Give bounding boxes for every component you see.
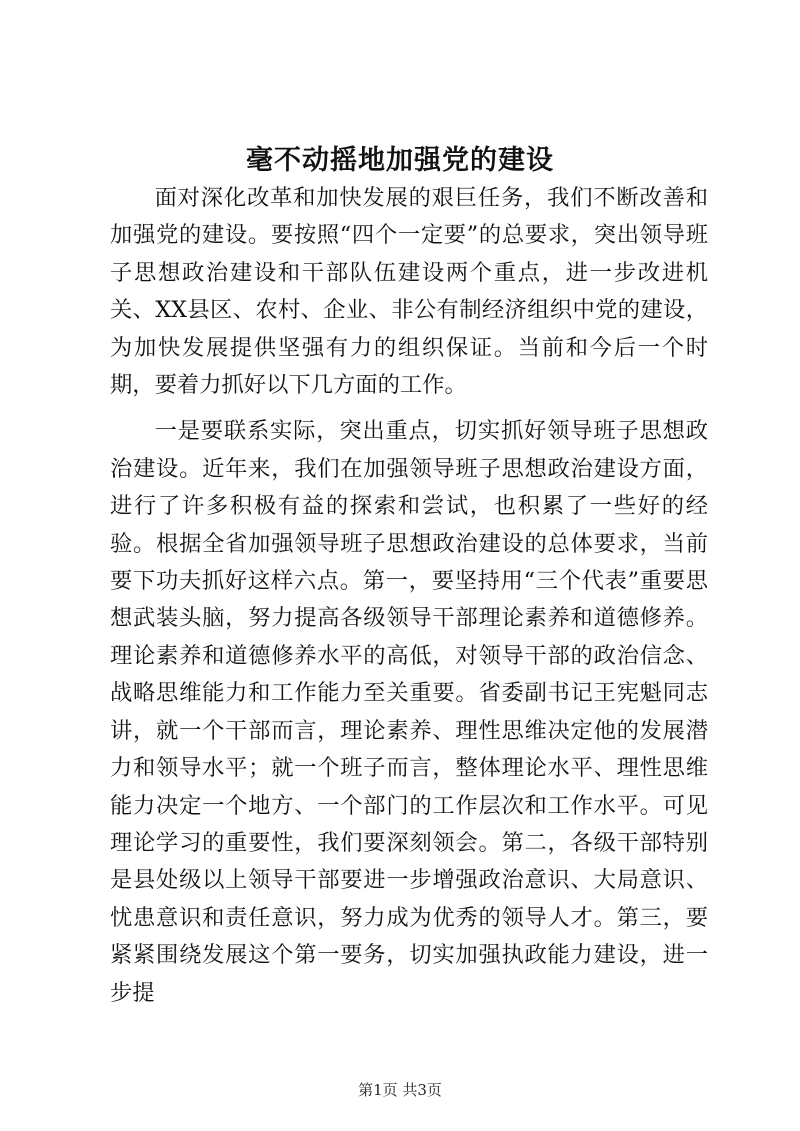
page-number: 第1页 共3页 xyxy=(358,1081,442,1099)
document-body xyxy=(110,180,708,1012)
paragraph-gap xyxy=(110,404,708,413)
document-title: 毫不动摇地加强党的建设 xyxy=(246,145,554,176)
paragraph-1: 面对深化改革和加快发展的艰巨任务，我们不断改善和加强党的建设。要按照“四个一定要”的总要求，突出领导班子思想政治建设和干部队伍建设两个重点，进一步改进机关、XX县区、农村、企业、非公有制经济组织中党的建设，为加快发展提供坚强有力的组织保证。当前和今后一个时期，要着力抓好以下几方面的工作。 xyxy=(110,185,708,399)
paragraph-2: 一是要联系实际，突出重点，切实抓好领导班子思想政治建设。近年来，我们在加强领导班子思想政治建设方面，进行了许多积极有益的探索和尝试，也积累了一些好的经验。根据全省加强领导班子思想政治建设的总体要求，当前要下功夫抓好这样六点。第一，要坚持用“三个代表”重要思想武装头脑，努力提高各级领导干部理论素养和道德修养。理论素养和道德修养水平的高低，对领导干部的政治信念、战略思维能力和工作能力至关重要。省委副书记王宪魁同志讲，就一个干部而言，理论素养、理性思维决定他的发展潜力和领导水平；就一个班子而言，整体理论水平、理性思维能力决定一个地方、一个部门的工作层次和工作水平。可见理论学习的重要性，我们要深刻领会。第二，各级干部特别是县处级以上领导干部要进一步增强政治意识、大局意识、忧患意识和责任意识，努力成为优秀的领导人才。第三，要紧紧围绕发展这个第一要务，切实加强执政能力建设，进一步提 xyxy=(110,418,708,1006)
